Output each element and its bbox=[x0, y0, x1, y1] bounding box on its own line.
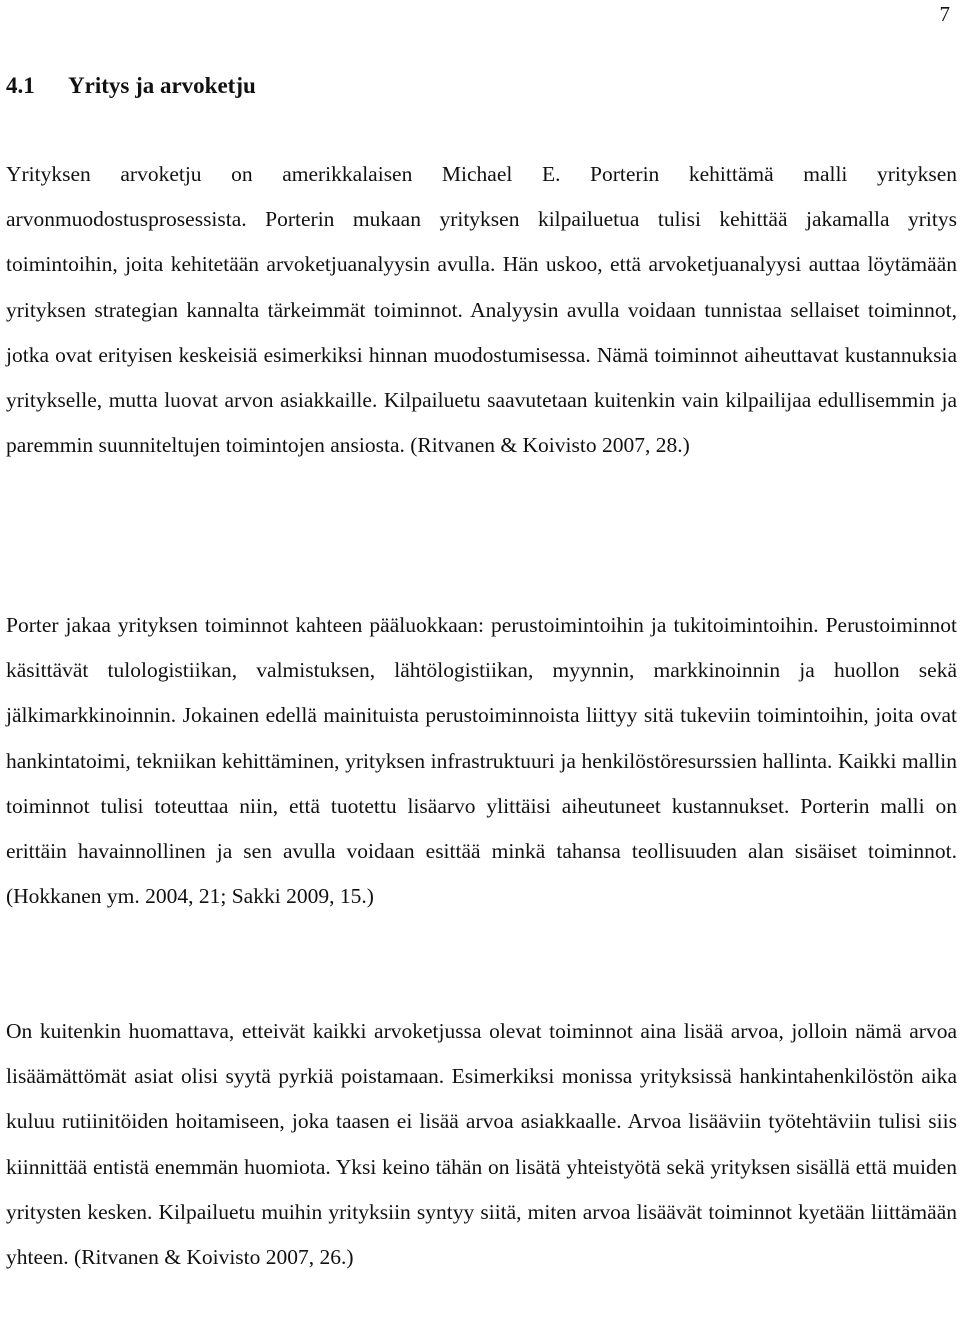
section-number: 4.1 bbox=[6, 73, 35, 98]
paragraph: Yrityksen arvoketju on amerikkalaisen Michael E. Porterin kehittämä malli yrityksen arvonmuodostusprosessista. Porterin mukaan yrityksen kilpailuetua tulisi kehittää jakamalla yritys toimintoihin, joita kehitetään arvoketjuanalyysin avulla. Hän uskoo, että arvoketjuanalyysi auttaa löytämään yrityksen strategian kannalta tärkeimmät toiminnot. Analyysin avulla voidaan tunnistaa sellaiset toiminnot, jotka ovat erityisen keskeisiä esimerkiksi hinnan muodostumisessa. Nämä toiminnot aiheuttavat kustannuksia yritykselle, mutta luovat arvon asiakkaille. Kilpailuetu saavutetaan kuitenkin vain kilpailijaa edullisemmin ja paremmin suunniteltujen toimintojen ansiosta. (Ritvanen & Koivisto 2007, 28.) bbox=[6, 162, 957, 458]
page-number: 7 bbox=[939, 2, 950, 26]
section-heading bbox=[6, 72, 256, 100]
paragraph: On kuitenkin huomattava, etteivät kaikki arvoketjussa olevat toiminnot aina lisää arvoa, jolloin nämä arvoa lisäämättömät asiat olisi syytä pyrkiä poistamaan. Esimerkiksi monissa yrityksissä hankintahenkilöstön aika kuluu rutiinitöiden hoitamiseen, joka taasen ei lisää arvoa asiakkaalle. Arvoa lisääviin työtehtäviin tulisi siis kiinnittää entistä enemmän huomiota. Yksi keino tähän on lisätä yhteistyötä sekä yrityksen sisällä että muiden yritysten kesken. Kilpailuetu muihin yrityksiin syntyy siitä, miten arvoa lisäävät toiminnot kyetään liittämään yhteen. (Ritvanen & Koivisto 2007, 26.) bbox=[6, 1019, 957, 1270]
paragraph: Porter jakaa yrityksen toiminnot kahteen pääluokkaan: perustoimintoihin ja tukitoimintoihin. Perustoiminnot käsittävät tulologistiikan, valmistuksen, lähtölogistiikan, myynnin, markkinoinnin ja huollon sekä jälkimarkkinoinnin. Jokainen edellä mainituista perustoiminnoista liittyy sitä tukeviin toimintoihin, joita ovat hankintatoimi, tekniikan kehittäminen, yrityksen infrastruktuuri ja henkilöstöresurssien hallinta. Kaikki mallin toiminnot tulisi toteuttaa niin, että tuotettu lisäarvo ylittäisi aiheutuneet kustannukset. Porterin malli on erittäin havainnollinen ja sen avulla voidaan esittää minkä tahansa teollisuuden alan sisäiset toiminnot. (Hokkanen ym. 2004, 21; Sakki 2009, 15.) bbox=[6, 613, 957, 909]
section-title: Yritys ja arvoketju bbox=[68, 73, 256, 98]
